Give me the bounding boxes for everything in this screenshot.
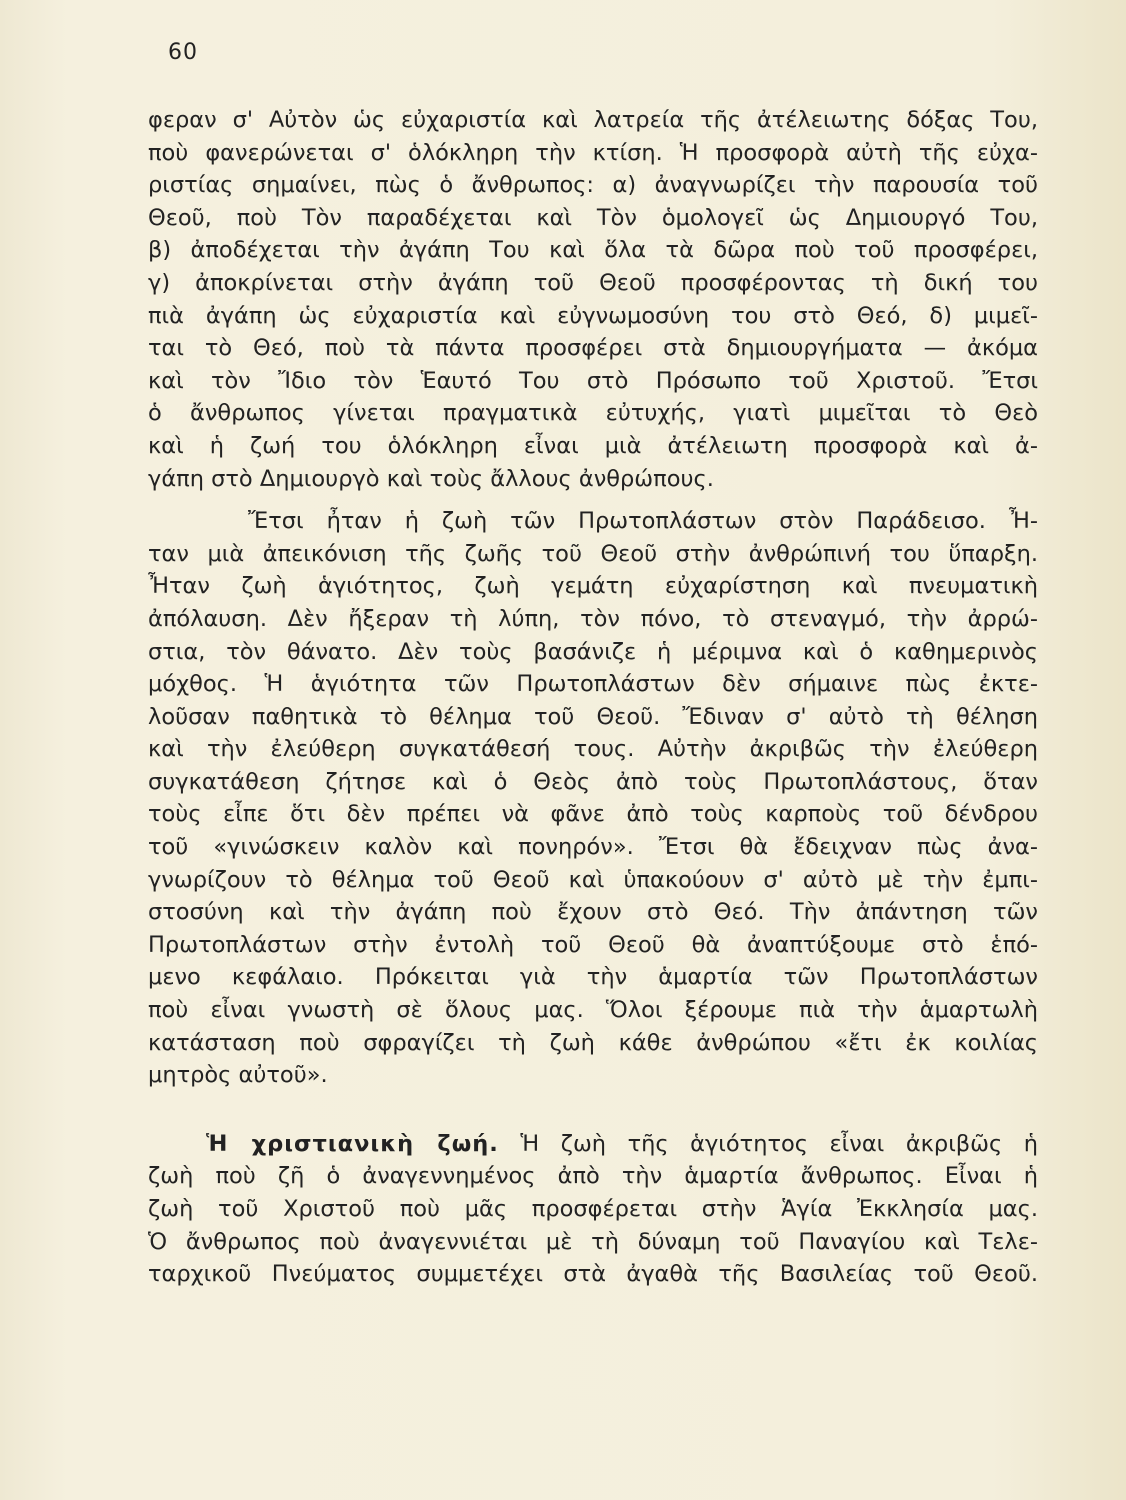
text-line: τοὺς εἶπε ὅτι δὲν πρέπει νὰ φᾶνε ἀπὸ τοὺς καρποὺς τοῦ δένδρου <box>148 801 1038 828</box>
text-line: Πρωτοπλάστων στὴν ἐντολὴ τοῦ Θεοῦ θὰ ἀναπτύξουμε στὸ ἑπό- <box>148 931 1038 958</box>
text-line: Ἔτσι ἦταν ἡ ζωὴ τῶν Πρωτοπλάστων στὸν Παράδεισο. Ἦ- <box>248 508 1038 535</box>
text-line: μενο κεφάλαιο. Πρόκειται γιὰ τὴν ἁμαρτία τῶν Πρωτοπλάστων <box>148 964 1038 991</box>
text-line: τοῦ «γινώσκειν καλὸν καὶ πονηρόν». Ἔτσι θὰ ἔδειχναν πὼς ἀνα- <box>148 834 1038 861</box>
text-line: γ) ἀποκρίνεται στὴν ἀγάπη τοῦ Θεοῦ προσφέροντας τὴ δική του <box>148 269 1038 296</box>
text-line: στοσύνη καὶ τὴν ἀγάπη ποὺ ἔχουν στὸ Θεό. Τὴν ἀπάντηση τῶν <box>148 899 1038 926</box>
section-heading: Ἡ χριστιανικὴ ζωή. <box>206 1130 499 1157</box>
text-line: ποὺ φανερώνεται σ' ὁλόκληρη τὴν κτίση. Ἡ προσφορὰ αὐτὴ τῆς εὐχα- <box>148 139 1038 166</box>
text-line: στια, τὸν θάνατο. Δὲν τοὺς βασάνιζε ἡ μέριμνα καὶ ὁ καθημερινὸς <box>148 638 1038 665</box>
text-line: ὁ ἄνθρωπος γίνεται πραγματικὰ εὐτυχής, γιατὶ μιμεῖται τὸ Θεὸ <box>148 400 1038 427</box>
text-line: γάπη στὸ Δημιουργὸ καὶ τοὺς ἄλλους ἀνθρώπους. <box>148 465 714 492</box>
text-line: μητρὸς αὐτοῦ». <box>148 1062 328 1089</box>
text-line: Ὁ ἄνθρωπος ποὺ ἀναγεννιέται μὲ τὴ δύναμη τοῦ Παναγίου καὶ Τελε- <box>148 1228 1038 1255</box>
text-line: Ἦταν ζωὴ ἁγιότητος, ζωὴ γεμάτη εὐχαρίστηση καὶ πνευματικὴ <box>148 573 1038 600</box>
paragraph-2 <box>148 505 1038 1092</box>
text-line: καὶ τὸν Ἴδιο τὸν Ἑαυτό Του στὸ Πρόσωπο τοῦ Χριστοῦ. Ἔτσι <box>148 367 1038 394</box>
text-line: μόχθος. Ἡ ἁγιότητα τῶν Πρωτοπλάστων δὲν σήμαινε πὼς ἐκτε- <box>148 671 1038 698</box>
text-line: καὶ ἡ ζωή του ὁλόκληρη εἶναι μιὰ ἀτέλειωτη προσφορὰ καὶ ἀ- <box>148 432 1038 459</box>
text-line: ζωὴ τοῦ Χριστοῦ ποὺ μᾶς προσφέρεται στὴν Ἁγία Ἐκκλησία μας. <box>148 1196 1038 1222</box>
body-text <box>148 104 1038 1291</box>
text-line: γνωρίζουν τὸ θέλημα τοῦ Θεοῦ καὶ ὑπακούουν σ' αὐτὸ μὲ τὴν ἐμπι- <box>148 866 1038 893</box>
text-line: ταν μιὰ ἀπεικόνιση τῆς ζωῆς τοῦ Θεοῦ στὴν ἀνθρώπινή του ὕπαρξη. <box>148 540 1038 567</box>
page-number: 60 <box>168 40 198 65</box>
text-line <box>148 1128 1038 1161</box>
text-line: ταρχικοῦ Πνεύματος συμμετέχει στὰ ἀγαθὰ τῆς Βασιλείας τοῦ Θεοῦ. <box>148 1261 1038 1288</box>
paragraph-3 <box>148 1128 1038 1291</box>
text-line: καὶ τὴν ἐλεύθερη συγκατάθεσή τους. Αὐτὴν ἀκριβῶς τὴν ἐλεύθερη <box>148 736 1038 763</box>
text-line: ποὺ εἶναι γνωστὴ σὲ ὅλους μας. Ὅλοι ξέρουμε πιὰ τὴν ἁμαρτωλὴ <box>148 997 1038 1024</box>
text-line: πιὰ ἀγάπη ὡς εὐχαριστία καὶ εὐγνωμοσύνη του στὸ Θεό, δ) μιμεῖ- <box>148 302 1038 329</box>
text-line: ριστίας σημαίνει, πὼς ὁ ἄνθρωπος: α) ἀναγνωρίζει τὴν παρουσία τοῦ <box>148 172 1038 199</box>
section-heading-continuation: Ἡ ζωὴ τῆς ἁγιότητος εἶναι ἀκριβῶς ἡ <box>498 1130 1039 1157</box>
text-line: φεραν σ' Αὐτὸν ὡς εὐχαριστία καὶ λατρεία τῆς ἀτέλειωτης δόξας Του, <box>148 107 1038 133</box>
section-gap <box>148 1092 1038 1128</box>
text-line: Θεοῦ, ποὺ Τὸν παραδέχεται καὶ Τὸν ὁμολογεῖ ὡς Δημιουργό Του, <box>148 204 1038 231</box>
text-line: ζωὴ ποὺ ζῆ ὁ ἀναγεννημένος ἀπὸ τὴν ἁμαρτία ἄνθρωπος. Εἶναι ἡ <box>148 1163 1038 1190</box>
text-line: ται τὸ Θεό, ποὺ τὰ πάντα προσφέρει στὰ δημιουργήματα — ἀκόμα <box>148 335 1038 362</box>
text-line: συγκατάθεση ζήτησε καὶ ὁ Θεὸς ἀπὸ τοὺς Πρωτοπλάστους, ὅταν <box>148 768 1038 795</box>
text-line: ἀπόλαυση. Δὲν ἤξεραν τὴ λύπη, τὸν πόνο, τὸ στεναγμό, τὴν ἀρρώ- <box>148 605 1038 632</box>
text-line: κατάσταση ποὺ σφραγίζει τὴ ζωὴ κάθε ἀνθρώπου «ἔτι ἐκ κοιλίας <box>148 1029 1038 1056</box>
text-line: λοῦσαν παθητικὰ τὸ θέλημα τοῦ Θεοῦ. Ἔδιναν σ' αὐτὸ τὴ θέληση <box>148 703 1038 730</box>
paragraph-1 <box>148 104 1038 495</box>
text-line: β) ἀποδέχεται τὴν ἀγάπη Του καὶ ὅλα τὰ δῶρα ποὺ τοῦ προσφέρει, <box>148 237 1038 264</box>
